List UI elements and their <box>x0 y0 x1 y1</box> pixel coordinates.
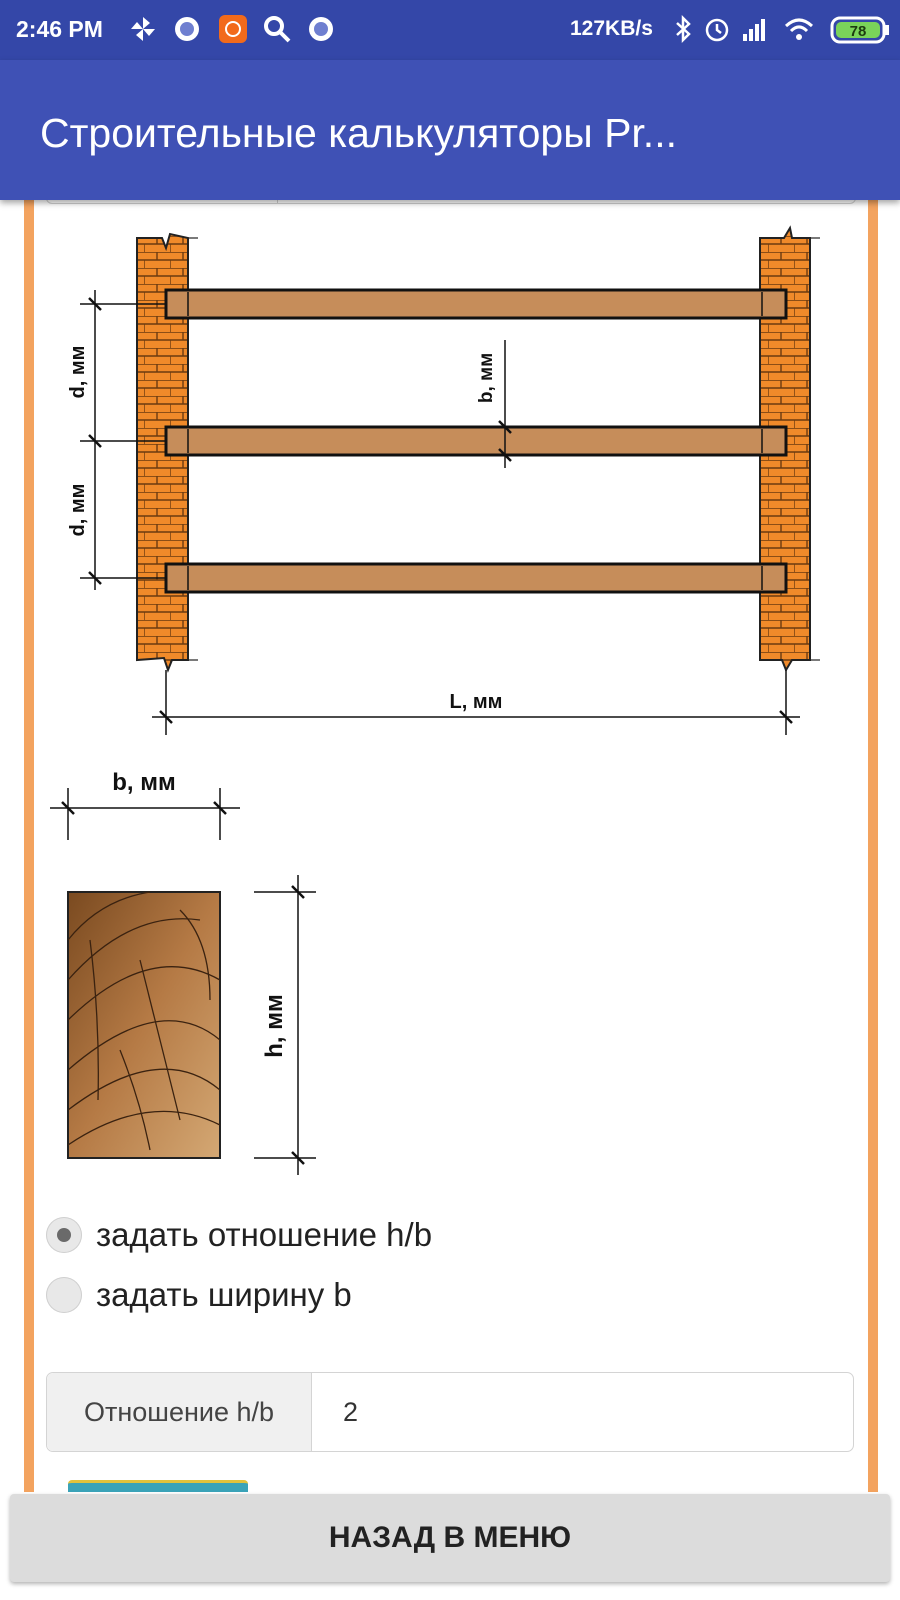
radio-label-width: задать ширину b <box>96 1276 352 1313</box>
label-h-section: h, мм <box>261 994 288 1058</box>
circle-app-icon <box>172 14 202 44</box>
search-icon <box>262 14 292 44</box>
frame-border-left <box>24 200 34 1492</box>
wifi-icon <box>784 14 814 44</box>
alarm-icon <box>702 14 732 44</box>
joist-beam <box>166 564 786 592</box>
beam-diagram <box>40 220 860 1200</box>
battery-level: 78 <box>849 23 867 40</box>
app-title: Строительные калькуляторы Pr... <box>40 110 677 156</box>
battery-icon <box>830 15 890 45</box>
ratio-input-group <box>46 1372 854 1452</box>
pinwheel-icon <box>128 14 158 44</box>
bluetooth-icon <box>668 14 698 44</box>
scroll-content[interactable] <box>0 200 900 1492</box>
footer-area <box>0 1492 900 1600</box>
status-time: 2:46 PM <box>16 16 103 42</box>
radio-button-unchecked[interactable] <box>46 1277 82 1313</box>
beam-cross-section <box>68 892 220 1158</box>
label-d-top: d, мм <box>67 345 89 399</box>
joist-beam <box>166 427 786 455</box>
ratio-field-label: Отношение h/b <box>47 1373 312 1451</box>
radio-button-checked[interactable] <box>46 1217 82 1253</box>
circle-app-icon <box>306 14 336 44</box>
frame-border-right <box>868 200 878 1492</box>
radio-label-ratio: задать отношение h/b <box>96 1216 433 1253</box>
label-b-beam: b, мм <box>476 352 497 404</box>
label-span-L: L, мм <box>449 691 503 713</box>
app-bar <box>0 60 900 200</box>
radio-option-ratio[interactable] <box>46 1210 432 1260</box>
label-b-section: b, мм <box>112 769 176 796</box>
joist-beam <box>166 290 786 318</box>
signal-icon <box>740 14 770 44</box>
orange-app-icon <box>218 14 248 44</box>
back-to-menu-button[interactable]: НАЗАД В МЕНЮ <box>10 1494 890 1582</box>
status-bar <box>0 0 900 60</box>
previous-input-field[interactable] <box>46 200 856 204</box>
network-rate: 127KB/s <box>570 17 653 40</box>
calculate-button-partial[interactable] <box>68 1480 248 1492</box>
ratio-input[interactable]: 2 <box>343 1397 359 1427</box>
radio-option-width[interactable] <box>46 1270 352 1320</box>
label-d-bottom: d, мм <box>67 483 89 537</box>
